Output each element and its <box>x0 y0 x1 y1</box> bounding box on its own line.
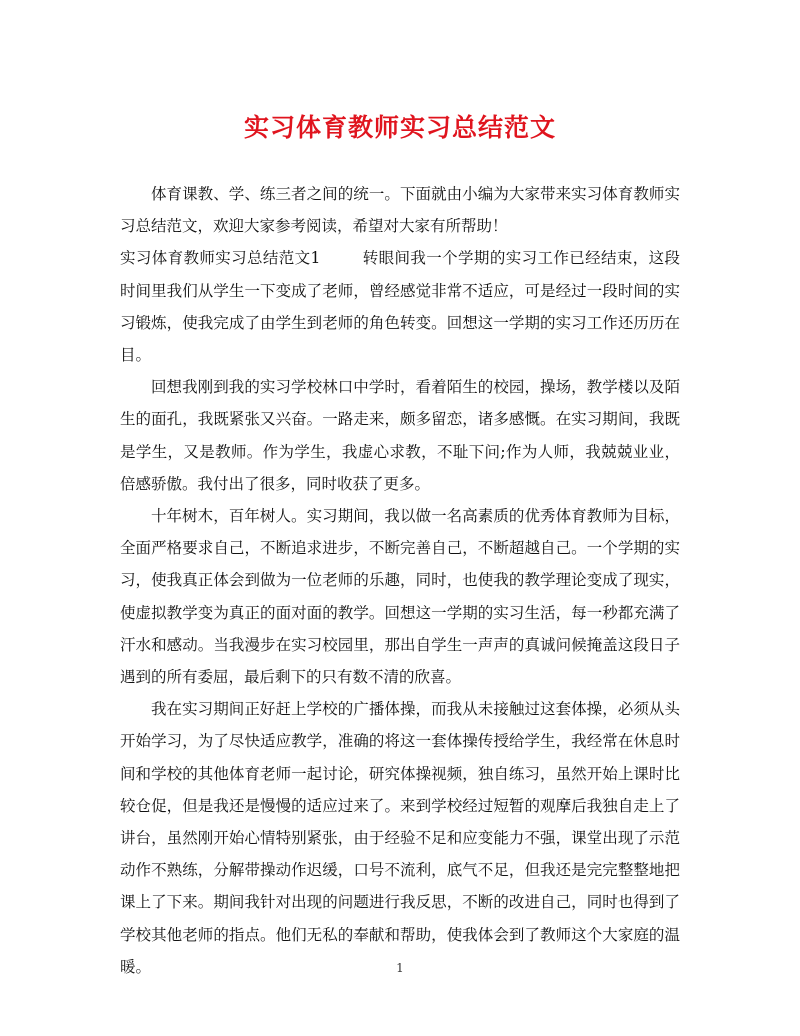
body-paragraph-3: 我在实习期间正好赶上学校的广播体操，而我从未接触过这套体操，必须从头开始学习，为了尽快适应教学，准确的将这一套体操传授给学生，我经常在休息时间和学校的其他体育老师一起讨论，研究体操视频，独自练习，虽然开始上课时比较仓促，但是我还是慢慢的适应过来了。来到学校经过短暂的观摩后我独自走上了讲台，虽然刚开始心情特别紧张，由于经验不足和应变能力不强，课堂出现了示范动作不熟练，分解带操动作迟缓，口号不流利，底气不足，但我还是完完整整地把课上了下来。期间我针对出现的问题进行我反思，不断的改进自己，同时也得到了学校其他老师的指点。他们无私的奉献和帮助，使我体会到了教师这个大家庭的温暖。 <box>120 700 680 976</box>
section-heading: 实习体育教师实习总结范文1 <box>120 249 321 268</box>
document-body <box>120 178 680 983</box>
page-number: 1 <box>396 961 404 975</box>
intro-paragraph: 体育课教、学、练三者之间的统一。下面就由小编为大家带来实习体育教师实习总结范文，欢迎大家参考阅读，希望对大家有所帮助！ <box>120 185 680 236</box>
section-paragraph <box>120 242 680 371</box>
body-paragraph-2: 十年树木，百年树人。实习期间，我以做一名高素质的优秀体育教师为目标，全面严格要求自己，不断追求进步，不断完善自己，不断超越自己。一个学期的实习，使我真正体会到做为一位老师的乐趣，同时，也使我的教学理论变成了现实，使虚拟教学变为真正的面对面的教学。回想这一学期的实习生活，每一秒都充满了汗水和感动。当我漫步在实习校园里，那出自学生一声声的真诚问候掩盖这段日子遇到的所有委屈，最后剩下的只有数不清的欣喜。 <box>120 507 680 687</box>
body-paragraph-1: 回想我刚到我的实习学校林口中学时，看着陌生的校园，操场，教学楼以及陌生的面孔，我既紧张又兴奋。一路走来，颇多留恋，诸多感慨。在实习期间，我既是学生，又是教师。作为学生，我虚心求教，不耻下问;作为人师，我兢兢业业，倍感骄傲。我付出了很多，同时收获了更多。 <box>120 378 680 493</box>
section-first-text: 转眼间我一个学期的实习工作已经结束，这段时间里我们从学生一下变成了老师，曾经感觉非常不适应，可是经过一段时间的实习锻炼，使我完成了由学生到老师的角色转变。回想这一学期的实习工作还历历在目。 <box>120 249 680 365</box>
document-title: 实习体育教师实习总结范文 <box>243 113 556 142</box>
